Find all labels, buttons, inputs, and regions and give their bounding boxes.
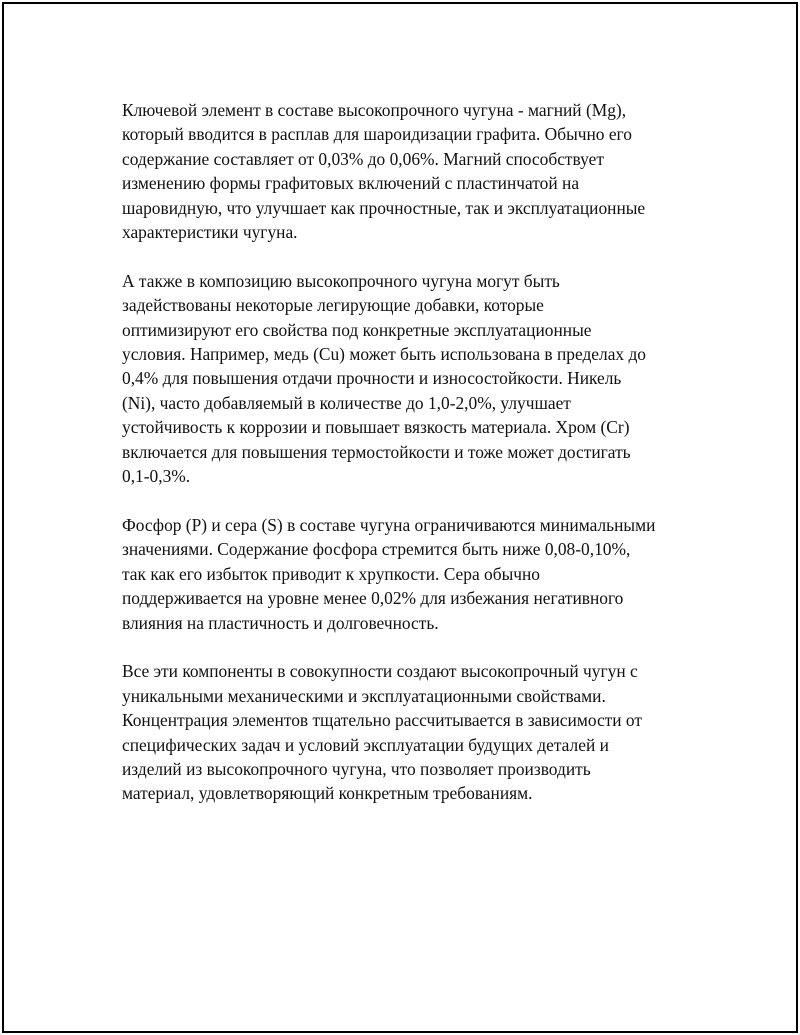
document-body — [122, 98, 692, 830]
text-line: Фосфор (P) и сера (S) в составе чугуна ограничиваются минимальными — [122, 514, 656, 535]
text-line: специфических задач и условий эксплуатации будущих деталей и — [122, 734, 609, 755]
text-line: условия. Например, медь (Cu) может быть использована в пределах до — [122, 344, 646, 365]
text-line: оптимизируют его свойства под конкретные эксплуатационные — [122, 319, 592, 340]
text-line: А также в композицию высокопрочного чугуна могут быть — [122, 270, 560, 291]
text-line: материал, удовлетворяющий конкретным требованиям. — [122, 783, 533, 804]
text-line: включается для повышения термостойкости и тоже может достигать — [122, 441, 631, 462]
text-line: изделий из высокопрочного чугуна, что позволяет производить — [122, 758, 591, 779]
text-line: 0,4% для повышения отдачи прочности и износостойкости. Никель — [122, 368, 622, 389]
text-line: шаровидную, что улучшает как прочностные, так и эксплуатационные — [122, 197, 646, 218]
text-line: так как его избыток приводит к хрупкости. Сера обычно — [122, 563, 541, 584]
text-line: устойчивость к коррозии и повышает вязкость материала. Хром (Cr) — [122, 417, 630, 438]
text-line: поддерживается на уровне менее 0,02% для избежания негативного — [122, 588, 624, 609]
text-line: Все эти компоненты в совокупности создают высокопрочный чугун с — [122, 661, 638, 682]
page-frame — [2, 2, 798, 1033]
paragraph-phosphorus-sulfur — [122, 513, 692, 635]
paragraph-alloying-additives — [122, 269, 692, 489]
text-line: уникальными механическими и эксплуатационными свойствами. — [122, 685, 606, 706]
text-line: задействованы некоторые легирующие добавки, которые — [122, 295, 544, 316]
paragraph-magnesium — [122, 98, 692, 244]
text-line: изменению формы графитовых включений с пластинчатой на — [122, 173, 580, 194]
text-line: 0,1-0,3%. — [122, 466, 191, 487]
text-line: характеристики чугуна. — [122, 222, 298, 243]
text-line: который вводится в расплав для шароидизации графита. Обычно его — [122, 124, 632, 145]
paragraph-conclusion — [122, 659, 692, 805]
text-line: Ключевой элемент в составе высокопрочного чугуна - магний (Mg), — [122, 100, 627, 120]
text-line: (Ni), часто добавляемый в количестве до 1,0-2,0%, улучшает — [122, 392, 571, 413]
text-line: содержание составляет от 0,03% до 0,06%. Магний способствует — [122, 148, 604, 169]
text-line: влияния на пластичность и долговечность. — [122, 612, 439, 633]
text-line: значениями. Содержание фосфора стремится быть ниже 0,08-0,10%, — [122, 539, 631, 560]
text-line: Концентрация элементов тщательно рассчитывается в зависимости от — [122, 710, 642, 731]
